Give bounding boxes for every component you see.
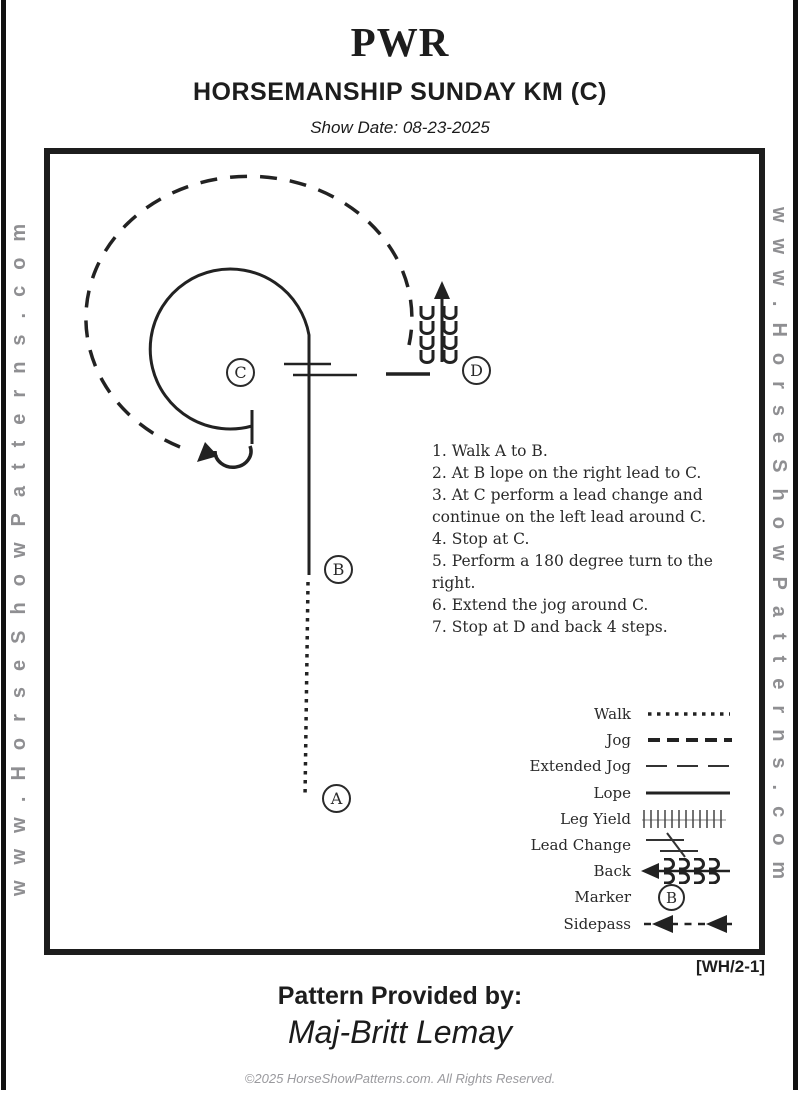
legend-row-jog — [498, 727, 746, 753]
marker-b — [324, 555, 353, 584]
instruction-list — [432, 440, 732, 638]
copyright-notice: ©2025 HorseShowPatterns.com. All Rights Reserved. — [244, 1071, 556, 1086]
legend-marker-letter: B — [665, 888, 678, 907]
legend-label: Walk — [594, 705, 631, 724]
leg-yield-sample-icon — [640, 806, 737, 832]
legend-row-leg-yield — [498, 806, 746, 832]
watermark-left: www.HorseShowPatterns.com — [8, 207, 30, 896]
marker-a — [322, 784, 351, 813]
marker-c-label: C — [234, 363, 247, 382]
pattern-code: [WH/2-1] — [696, 957, 765, 976]
instruction-item: 6. Extend the jog around C. — [432, 596, 649, 614]
marker-sample-icon — [640, 884, 737, 910]
extended-jog-circle-path — [86, 176, 412, 447]
instruction-item: 5. Perform a 180 degree turn to the right. — [432, 552, 713, 592]
instruction-item: 7. Stop at D and back 4 steps. — [432, 618, 668, 636]
lead-change-sample-icon — [640, 832, 737, 858]
legend-label: Lead Change — [530, 836, 631, 855]
walk-line-sample-icon — [640, 701, 737, 727]
class-subtitle: HORSEMANSHIP SUNDAY KM (C) — [193, 78, 607, 106]
legend-label: Extended Jog — [529, 757, 631, 776]
extended-jog-line-sample-icon — [640, 753, 737, 779]
legend-row-lead-change — [498, 832, 746, 858]
legend-label: Back — [593, 862, 631, 881]
legend-row-marker — [498, 884, 746, 910]
instruction-item: 4. Stop at C. — [432, 530, 530, 548]
marker-b-label: B — [332, 560, 345, 579]
legend-row-extended-jog — [498, 753, 746, 779]
back-4-steps-symbol — [421, 281, 456, 363]
turn-180-symbol — [197, 442, 251, 467]
walk-path — [305, 582, 308, 798]
legend-row-walk — [498, 701, 746, 727]
lead-change-symbol — [284, 364, 357, 375]
legend — [498, 701, 746, 937]
provider-name: Maj-Britt Lemay — [287, 1014, 513, 1050]
page-title: PWR — [350, 19, 450, 65]
legend-label: Sidepass — [563, 914, 631, 933]
legend-label: Lope — [593, 783, 631, 802]
lope-line-sample-icon — [640, 780, 737, 806]
legend-row-sidepass — [498, 911, 746, 937]
legend-label: Marker — [574, 888, 631, 907]
marker-d-label: D — [470, 361, 483, 380]
marker-d — [462, 356, 491, 385]
lope-path — [150, 269, 309, 575]
back-sample-icon — [640, 858, 737, 884]
instruction-item: 3. At C perform a lead change and continue on the left lead around C. — [432, 486, 707, 526]
show-date: Show Date: 08-23-2025 — [310, 118, 490, 137]
legend-row-back — [498, 858, 746, 884]
marker-c — [226, 358, 255, 387]
marker-a-label: A — [330, 789, 343, 808]
legend-row-lope — [498, 780, 746, 806]
sidepass-sample-icon — [640, 911, 737, 937]
instruction-item: 1. Walk A to B. — [432, 442, 548, 460]
legend-label: Jog — [606, 731, 631, 750]
provided-by-label: Pattern Provided by: — [277, 982, 523, 1010]
back-arrowhead-icon — [434, 281, 450, 299]
legend-label: Leg Yield — [560, 809, 631, 828]
jog-line-sample-icon — [640, 727, 737, 753]
instruction-item: 2. At B lope on the right lead to C. — [432, 464, 702, 482]
watermark-right: www.HorseShowPatterns.com — [768, 207, 790, 896]
